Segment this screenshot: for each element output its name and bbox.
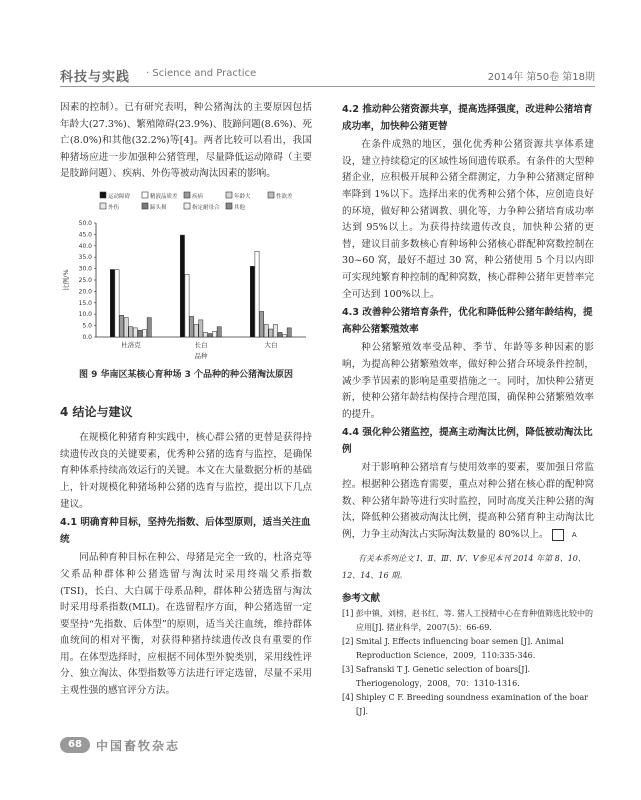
paragraph: 因素的控制）。已有研究表明，种公猪淘汰的主要原因包括年龄大(27.3%)、繁殖障碍(23.9%)、肢蹄问题(8.6%)、死亡(8.0%)和其他(32.2%)等[4]。两者比较可以看出，我国种猪场应进一步加强种公猪管理，尽量降低运动障碍（主要是肢蹄问题）、疾病、外伤等被动淘汰因素的影响。 — [60, 102, 312, 180]
y-tick-label: 25.0 — [78, 276, 92, 284]
bar — [120, 315, 124, 337]
legend-label: 其他 — [234, 204, 246, 211]
bar — [203, 332, 207, 337]
journal-name: 中国畜牧杂志 — [96, 739, 181, 753]
y-tick-label: 10.0 — [78, 311, 92, 319]
bar — [273, 324, 277, 337]
legend-swatch — [100, 203, 106, 209]
y-tick-label: 0.0 — [82, 333, 92, 341]
bar — [124, 318, 128, 337]
legend-label: 外伤 — [108, 204, 120, 211]
page-header — [60, 66, 595, 84]
end-mark-icon: A — [552, 529, 564, 541]
bar — [180, 235, 184, 337]
legend-swatch — [226, 203, 232, 209]
bar — [194, 324, 198, 337]
figure-9-chart — [60, 189, 312, 361]
legend-label: 蹄头损 — [150, 204, 167, 211]
legend-swatch — [268, 192, 274, 198]
bar — [138, 330, 142, 337]
figure-caption: 图 9 华南区某核心育种场 3 个品种的种公猪淘汰原因 — [78, 369, 294, 380]
bar — [199, 320, 203, 337]
series-note: 有关本系列论文 Ⅰ、Ⅱ、Ⅲ、Ⅳ、Ⅴ参见本刊 2014 年第 8、10、12、14、16 期。 — [342, 554, 586, 581]
bar — [115, 270, 119, 337]
paragraph: 同品种育种目标在种公、母猪是完全一致的，杜洛克等父系品种群体种公猪选留与淘汰时采用终端父系指数(TSI)，长白、大白属于母系品种，群体种公猪选留与淘汰时采用母系指数(MLI)。在选留程序方面，种公猪选留一定要坚持“先指数、后体型”的原则，适当关注血统，维持群体血统间的相对平衡，对获得种猪持续遗传改良有重要的作用。在体型选择时，应根据不同体型外貌类别，采用线性评分、独立淘汰、体型指数等方法进行评定选留，尽量不采用主观性强的感官评分方法。 — [60, 552, 312, 697]
bar — [208, 334, 212, 337]
y-tick-label: 15.0 — [78, 299, 92, 307]
legend-swatch — [226, 192, 232, 198]
paragraph: 种公猪繁殖效率受品种、季节、年龄等多种因素的影响，为提高种公猪繁殖效率，做好种公猪合环境条件控制，减少季节因素的影响是重要措施之一。同时，加快种公猪更新，使种公猪年龄结构保持合理范围，确保种公猪繁殖效率的提升。 — [342, 342, 594, 420]
issue-info: 2014年 第50卷 第18期 — [487, 72, 595, 83]
bar — [129, 327, 133, 337]
reference-item: [2] Smital J. Effects influencing boar semen [J]. Animal Reproduction Science，2009，110:335-346. — [342, 637, 564, 661]
bar — [260, 311, 264, 337]
y-tick-label: 30.0 — [78, 265, 92, 273]
y-tick-label: 40.0 — [78, 242, 92, 250]
bar-chart — [60, 189, 312, 361]
legend-label: 性欲差 — [276, 193, 293, 200]
bar — [283, 335, 287, 337]
bar — [250, 266, 254, 337]
bar — [147, 318, 151, 337]
bar — [110, 269, 114, 336]
paragraph: 在规模化种猪育种实践中，核心群公猪的更替是获得持续遗传改良的关键要素，优秀种公猪的选育与监控，是确保育种体系持续高效运行的关键。本文在大量数据分析的基础上，针对规模化种猪场种公猪的选育与监控，提出以下几点建议。 — [60, 432, 312, 510]
bar — [287, 328, 291, 337]
paragraph — [342, 460, 594, 543]
y-tick-label: 35.0 — [78, 254, 92, 262]
section-brand-en: · Science and Practice — [146, 68, 257, 79]
y-tick-label: 45.0 — [78, 231, 92, 239]
left-column — [60, 100, 312, 700]
references-title: 参考文献 — [342, 592, 381, 604]
legend-label: 疾病 — [192, 193, 204, 200]
legend-label: 运动障碍 — [108, 193, 131, 200]
reference-item: [3] Safranski T J. Genetic selection of boars[J]. Theriogenology，2008，70：1310-1316. — [342, 665, 531, 689]
header-rule — [60, 86, 595, 87]
x-tick-label: 杜洛克 — [121, 340, 141, 349]
bar — [143, 330, 147, 337]
y-tick-label: 50.0 — [78, 219, 92, 227]
bar — [264, 324, 268, 337]
legend-swatch — [142, 192, 148, 198]
bar — [217, 327, 221, 337]
subsection-heading: 4.4 强化种公猪监控，提高主动淘汰比例，降低被动淘汰比例 — [342, 427, 593, 455]
legend-label: 年龄大 — [234, 193, 251, 200]
section-brand: 科技与实践 — [60, 70, 131, 85]
reference-item: [1] 彭中镇，刘榜，赵书红，等. 猪人工授精中心在育种值筛选比较中的应用[J]. 猪业科学，2007(5)：66-69. — [342, 609, 593, 633]
right-column — [342, 100, 594, 719]
y-tick-label: 20.0 — [78, 288, 92, 296]
subsection-heading: 4.1 明确育种目标，坚持先指数、后体型原则，适当关注血统 — [60, 517, 311, 545]
bar — [190, 316, 194, 337]
bar — [255, 251, 259, 337]
paragraph: 在条件成熟的地区，强化优秀种公猪资源共享体系建设，建立持续稳定的区域性场间遗传联系。有条件的大型种猪企业，应积极开展种公猪全群测定，力争种公猪测定留种率降到 1%以下。选择出来的优秀种公猪个体，应创造良好的环境，做好种公猪调教、驯化等，力争种公猪培育成功率达到 95%以上。为获得持续遗传改良，加快种公猪的更替，建议目前多数核心育种场种公猪核心群配种窝数控制在 30~60 窝，最好不超过 30 窝，种公猪使用 5 个月以内即可实现纯繁育种控制的配种窝数，核心群种公猪年更替率完全可达到 100%以上。 — [342, 139, 594, 300]
legend-swatch — [100, 192, 106, 198]
x-tick-label: 大白 — [264, 340, 278, 349]
references-list — [342, 607, 594, 719]
bar — [269, 329, 273, 337]
legend-label: 指定耐母合 — [192, 204, 220, 211]
page-number: 68 — [60, 737, 90, 753]
bar — [213, 331, 217, 337]
subsection-heading: 4.2 推动种公猪资源共享，提高选择强度，改进种公猪培育成功率，加快种公猪更替 — [342, 104, 593, 132]
legend-swatch — [142, 203, 148, 209]
bar — [133, 328, 137, 337]
bar — [185, 274, 189, 337]
x-tick-label: 长白 — [194, 340, 208, 349]
x-axis-label: 品种 — [194, 351, 208, 360]
legend-swatch — [184, 203, 190, 209]
subsection-heading: 4.3 改善种公猪培育条件，优化和降低种公猪年龄结构，提高种公猪繁殖效率 — [342, 307, 593, 335]
bar — [278, 332, 282, 337]
y-tick-label: 5.0 — [82, 322, 92, 330]
paragraph-text: 对于影响种公猪培育与使用效率的要素，要加强日常监控。根据种公猪选育需要，重点对种公猪在核心群的配种窝数、种公猪年龄等进行实时监控，同时高度关注种公猪的淘汰，降低种公猪被动淘汰比例，提高种公猪育种主动淘汰比例，力争主动淘汰占实际淘汰数量的 80%以上。 — [342, 462, 594, 540]
page-footer — [60, 737, 360, 757]
y-axis-label: 比例/% — [62, 269, 70, 291]
legend-label: 精液品质差 — [150, 193, 178, 200]
section-heading: 4 结论与建议 — [60, 404, 133, 419]
legend-swatch — [184, 192, 190, 198]
reference-item: [4] Shipley C F. Breeding soundness examination of the boar [J]. — [342, 693, 589, 717]
